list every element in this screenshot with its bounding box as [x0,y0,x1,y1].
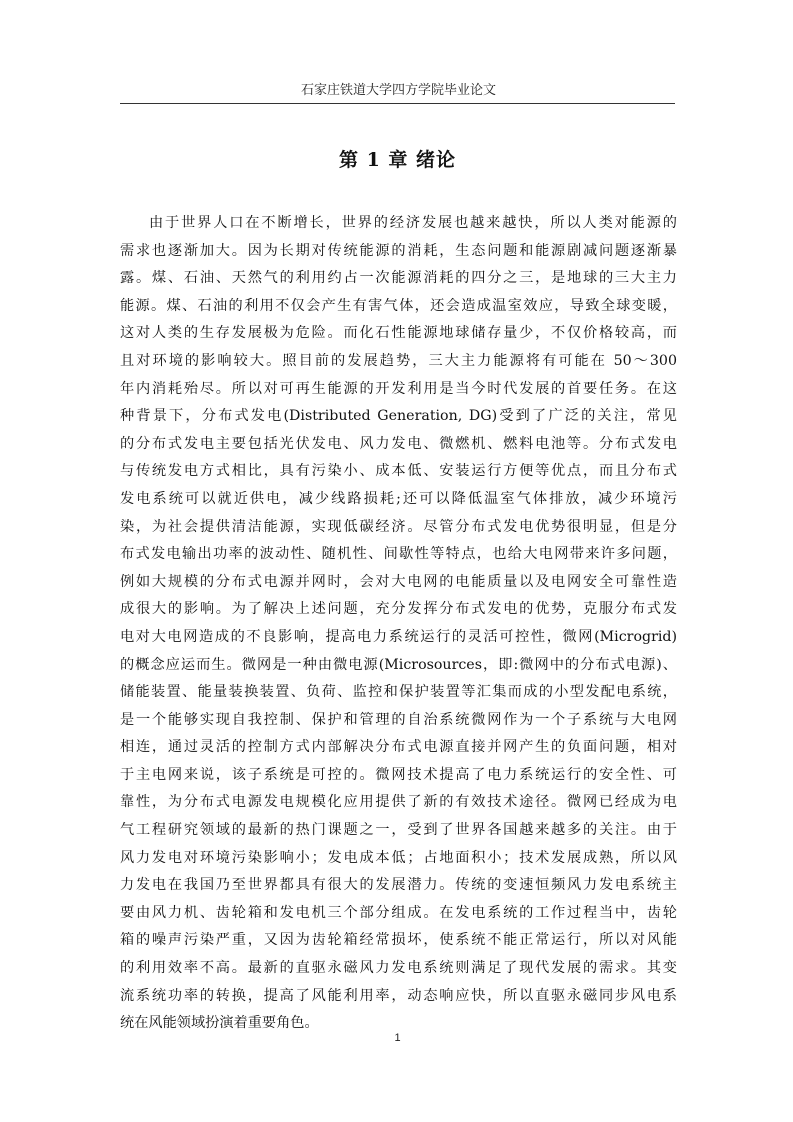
paragraph-line: 相连，通过灵活的控制方式内部解决分布式电源直接并网产生的负面问题，相对 [120,739,677,756]
paragraph-line: 能源。煤、石油的利用不仅会产生有害气体，还会造成温室效应，导致全球变暖， [120,297,677,314]
paragraph-line: 这对人类的生存发展极为危险。而化石性能源地球储存量少，不仅价格较高，而 [120,325,677,342]
paragraph-line: 种背景下，分布式发电(Distributed Generation, DG)受到了广泛的关注，常见 [120,408,677,425]
paragraph-line: 风力发电对环境污染影响小；发电成本低；占地面积小；技术发展成熟，所以风 [120,849,677,866]
chapter-title: 第 1 章 绪论 [338,149,457,171]
paragraph-line: 电对大电网造成的不良影响，提高电力系统运行的灵活可控性，微网(Microgrid) [120,628,677,645]
paragraph-line: 的利用效率不高。最新的直驱永磁风力发电系统则满足了现代发展的需求。其变 [120,960,677,977]
paragraph-line: 布式发电输出功率的波动性、随机性、间歇性等特点，也给大电网带来许多问题， [120,546,677,563]
paragraph-line: 的概念应运而生。微网是一种由微电源(Microsources，即:微网中的分布式电源)、 [120,656,677,673]
paragraph-line: 力发电在我国乃至世界都具有很大的发展潜力。传统的变速恒频风力发电系统主 [120,877,677,894]
header-divider [120,103,675,104]
paragraph-line: 年内消耗殆尽。所以对可再生能源的开发利用是当今时代发展的首要任务。在这 [120,380,677,397]
paragraph-line: 于主电网来说，该子系统是可控的。微网技术提高了电力系统运行的安全性、可 [120,766,677,783]
paragraph-line: 箱的噪声污染严重，又因为齿轮箱经常损坏，使系统不能正常运行，所以对风能 [120,932,677,949]
paragraph-line: 靠性，为分布式电源发电规模化应用提供了新的有效技术途径。微网已经成为电 [120,794,677,811]
body-paragraph [120,210,677,1038]
paragraph-line: 发电系统可以就近供电，减少线路损耗;还可以降低温室气体排放，减少环境污 [120,490,677,507]
paragraph-line: 露。煤、石油、天然气的利用约占一次能源消耗的四分之三，是地球的三大主力 [120,270,677,287]
paragraph-line: 染，为社会提供清洁能源，实现低碳经济。尽管分布式发电优势很明显，但是分 [120,518,677,535]
paragraph-line: 且对环境的影响较大。照目前的发展趋势，三大主力能源将有可能在 50～300 [120,352,677,369]
paragraph-line: 气工程研究领域的最新的热门课题之一，受到了世界各国越来越多的关注。由于 [120,822,677,839]
paragraph-line: 需求也逐渐加大。因为长期对传统能源的消耗，生态问题和能源剧减问题逐渐暴 [120,242,677,259]
paragraph-line: 由于世界人口在不断增长，世界的经济发展也越来越快，所以人类对能源的 [149,215,677,231]
paragraph-line: 是一个能够实现自我控制、保护和管理的自治系统微网作为一个子系统与大电网 [120,711,677,728]
paragraph-line: 的分布式发电主要包括光伏发电、风力发电、微燃机、燃料电池等。分布式发电 [120,435,677,452]
paragraph-line: 流系统功率的转换，提高了风能利用率，动态响应快，所以直驱永磁同步风电系 [120,987,677,1004]
paragraph-line: 要由风力机、齿轮箱和发电机三个部分组成。在发电系统的工作过程当中，齿轮 [120,904,677,921]
paragraph-line: 储能装置、能量装换装置、负荷、监控和保护装置等汇集而成的小型发配电系统， [120,684,677,701]
paragraph-line: 例如大规模的分布式电源并网时，会对大电网的电能质量以及电网安全可靠性造 [120,573,677,590]
paragraph-line: 统在风能领域扮演着重要角色。 [120,1015,319,1032]
paragraph-line: 与传统发电方式相比，具有污染小、成本低、安装运行方便等优点，而且分布式 [120,463,677,480]
page-number: 1 [394,1032,401,1044]
running-header: 石家庄铁道大学四方学院毕业论文 [300,83,496,98]
paragraph-line: 成很大的影响。为了解决上述问题，充分发挥分布式发电的优势，克服分布式发 [120,601,677,618]
